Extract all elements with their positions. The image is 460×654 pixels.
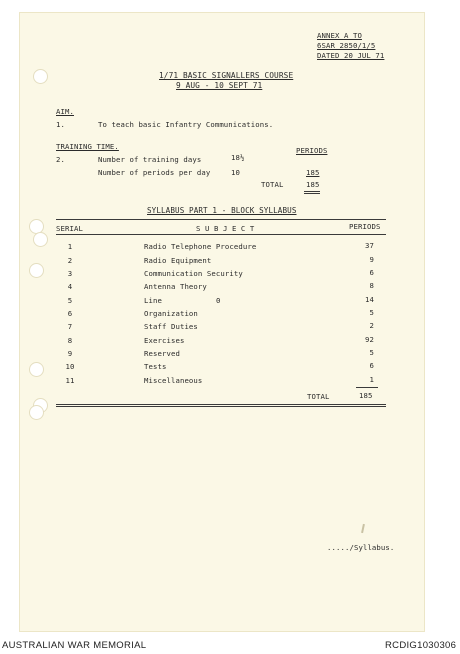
row-serial: 1 [67, 242, 73, 251]
aim-text: To teach basic Infantry Communications. [98, 120, 274, 129]
row-subject: Communication Security [144, 269, 243, 278]
periods-per-day-value: 10 [231, 168, 240, 177]
punch-hole [29, 405, 44, 420]
row-subject: Organization [144, 309, 198, 318]
periods-per-day-label: Number of periods per day [98, 168, 211, 177]
punch-hole [29, 263, 44, 278]
training-days-value: 18½ [231, 153, 245, 162]
course-dates: 9 AUG - 10 SEPT 71 [176, 81, 263, 90]
row-periods: 1 [369, 375, 374, 384]
row-periods: 5 [369, 348, 374, 357]
table-header-rule [56, 234, 386, 235]
punch-hole [33, 69, 48, 84]
row-subject: Reserved [144, 349, 180, 358]
row-serial: 9 [67, 349, 73, 358]
row-serial: 8 [67, 336, 73, 345]
col-serial-header: SERIAL [56, 224, 83, 233]
punch-hole [33, 232, 48, 247]
aim-heading: AIM. [56, 107, 74, 116]
footer-source: AUSTRALIAN WAR MEMORIAL [2, 640, 147, 651]
punch-hole [29, 362, 44, 377]
periods-heading: PERIODS [296, 146, 328, 155]
course-title: 1/71 BASIC SIGNALLERS COURSE [159, 71, 294, 80]
continuation-note: ...../Syllabus. [327, 543, 395, 552]
row-serial: 3 [67, 269, 73, 278]
total-double-rule [304, 191, 320, 192]
table-bottom-rule [56, 406, 386, 407]
syllabus-total-label: TOTAL [307, 392, 330, 401]
aim-number: 1. [56, 120, 65, 129]
row-serial: 10 [65, 362, 75, 371]
row-subject: Miscellaneous [144, 376, 203, 385]
row-periods: 5 [369, 308, 374, 317]
total-double-rule [304, 193, 320, 194]
row-periods: 8 [369, 281, 374, 290]
stray-mark: 0 [216, 296, 221, 305]
footer-reference: RCDIG1030306 [385, 640, 457, 651]
row-serial: 2 [67, 256, 73, 265]
training-total-value: 185 [306, 180, 320, 189]
syllabus-total-value: 185 [359, 391, 373, 400]
row-subject: Radio Equipment [144, 256, 212, 265]
row-subject: Antenna Theory [144, 282, 207, 291]
row-periods: 6 [369, 268, 374, 277]
row-serial: 11 [65, 376, 75, 385]
row-subject: Exercises [144, 336, 185, 345]
training-days-label: Number of training days [98, 155, 202, 164]
training-total-label: TOTAL [261, 180, 284, 189]
row-subject: Line [144, 296, 162, 305]
row-serial: 4 [67, 282, 73, 291]
row-serial: 6 [67, 309, 73, 318]
subtotal-rule [356, 387, 378, 388]
row-serial: 7 [67, 322, 73, 331]
table-bottom-rule [56, 404, 386, 405]
row-serial: 5 [67, 296, 73, 305]
row-periods: 92 [365, 335, 374, 344]
row-subject: Radio Telephone Procedure [144, 242, 257, 251]
syllabus-heading: SYLLABUS PART 1 - BLOCK SYLLABUS [147, 206, 297, 215]
row-subject: Tests [144, 362, 167, 371]
row-periods: 9 [369, 255, 374, 264]
training-time-number: 2. [56, 155, 65, 164]
row-subject: Staff Duties [144, 322, 198, 331]
col-subject-header: S U B J E C T [196, 224, 255, 233]
annex-line-1: ANNEX A TO [317, 31, 362, 40]
table-top-rule [56, 219, 386, 220]
periods-result: 185 [306, 168, 320, 177]
annex-line-2: 6SAR 2850/1/5 [317, 41, 376, 50]
annex-line-3: DATED 20 JUL 71 [317, 51, 385, 60]
training-time-heading: TRAINING TIME. [56, 142, 119, 151]
row-periods: 2 [369, 321, 374, 330]
row-periods: 37 [365, 241, 374, 250]
col-periods-header: PERIODS [349, 222, 381, 231]
row-periods: 6 [369, 361, 374, 370]
row-periods: 14 [365, 295, 374, 304]
